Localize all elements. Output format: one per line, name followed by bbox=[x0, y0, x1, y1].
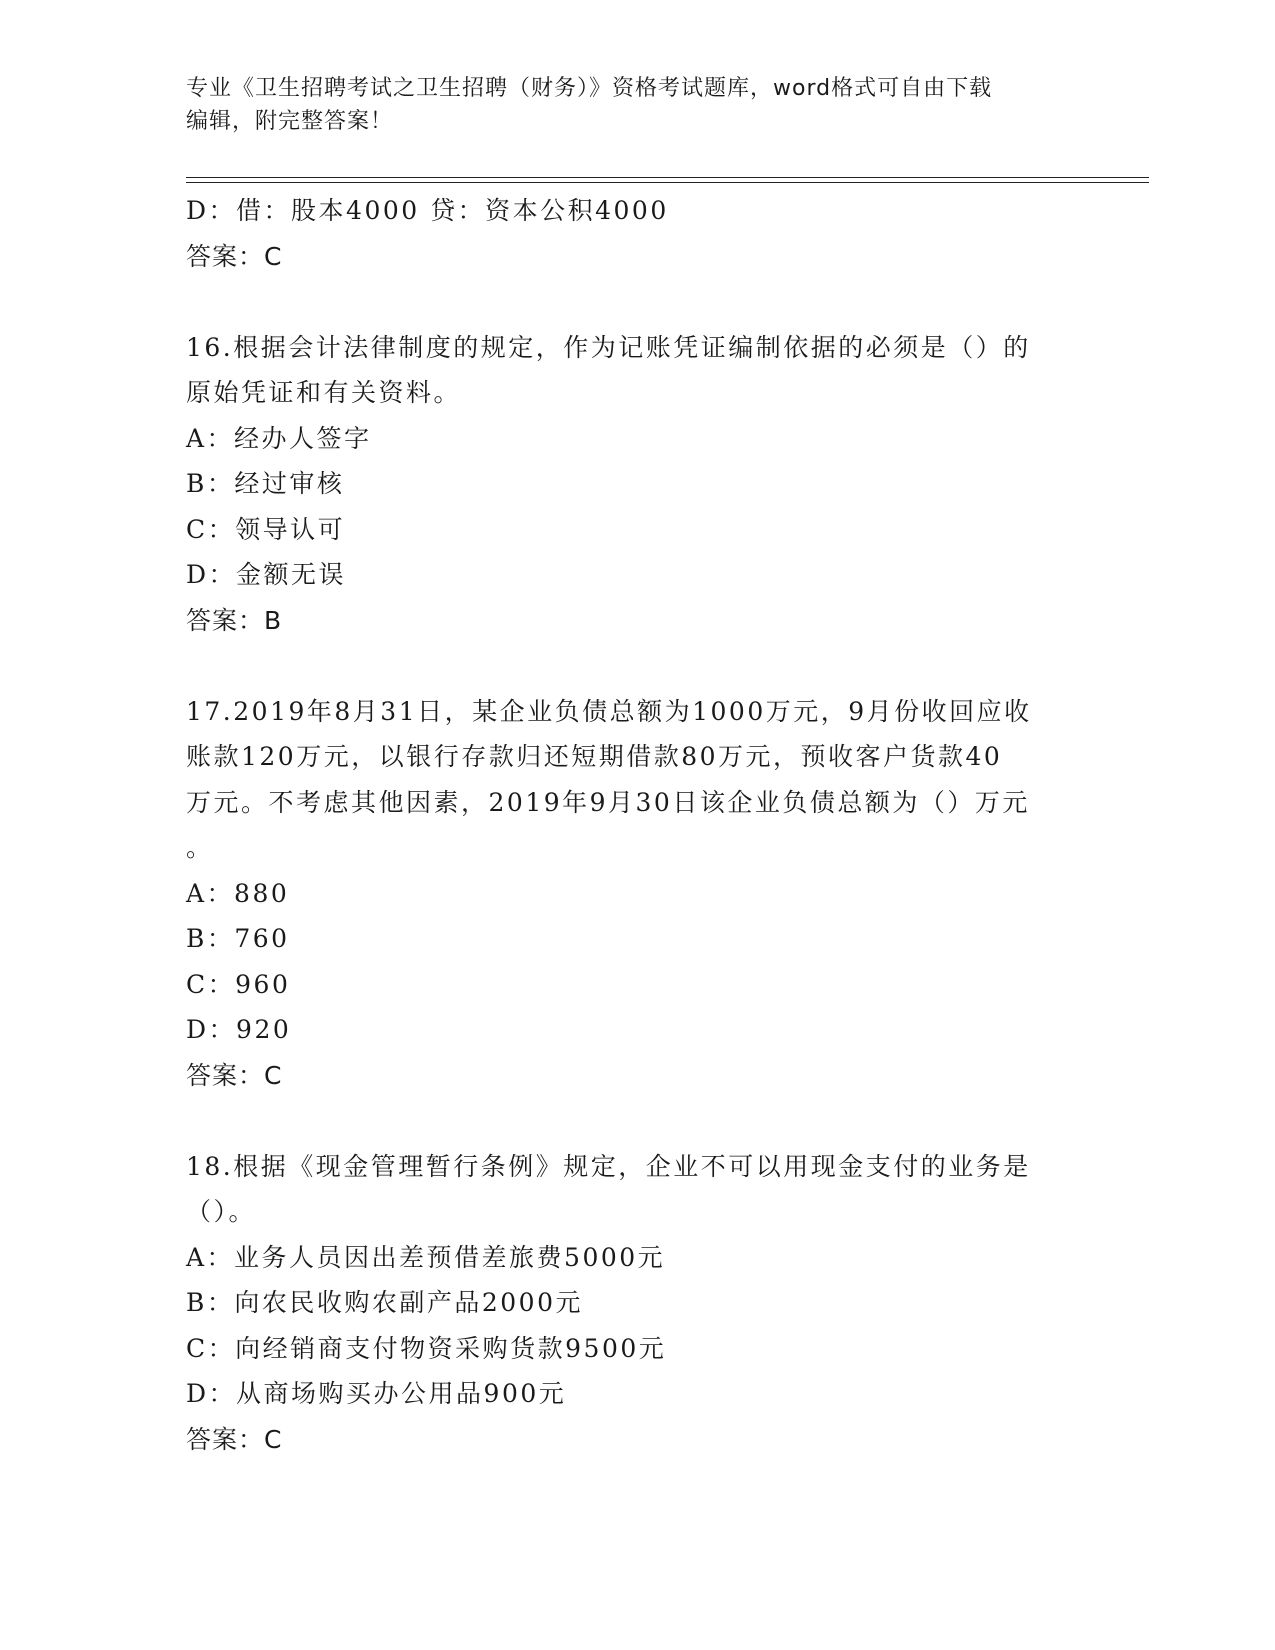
question-stem: 万元。不考虑其他因素，2019年9月30日该企业负债总额为（）万元 bbox=[186, 787, 1030, 817]
option-c: C：领导认可 bbox=[186, 514, 346, 544]
question-stem: 账款120万元，以银行存款归还短期借款80万元，预收客户货款40 bbox=[186, 742, 1003, 771]
option-b: B：760 bbox=[186, 924, 290, 953]
header-line-1: 专业《卫生招聘考试之卫生招聘（财务）》资格考试题库，word格式可自由下载 bbox=[186, 76, 993, 101]
option-b: B：向农民收购农副产品2000元 bbox=[186, 1288, 583, 1317]
answer: 答案：C bbox=[186, 241, 283, 271]
option-c: C：960 bbox=[186, 969, 291, 999]
question-stem: 18.根据《现金管理暂行条例》规定，企业不可以用现金支付的业务是 bbox=[186, 1151, 1031, 1181]
spacer bbox=[186, 643, 1086, 689]
spacer bbox=[186, 279, 1086, 325]
option-c: C：向经销商支付物资采购货款9500元 bbox=[186, 1333, 667, 1363]
option-a: A：经办人签字 bbox=[186, 423, 372, 453]
answer: 答案：B bbox=[186, 605, 283, 635]
option-d: D：920 bbox=[186, 1015, 292, 1044]
answer: 答案：C bbox=[186, 1060, 283, 1090]
option-b: B：经过审核 bbox=[186, 469, 345, 498]
option-d: D：金额无误 bbox=[186, 560, 347, 589]
document-header bbox=[186, 72, 1086, 138]
option-d: D：从商场购买办公用品900元 bbox=[186, 1379, 567, 1408]
question-stem: 。 bbox=[186, 833, 214, 862]
question-stem: 16.根据会计法律制度的规定，作为记账凭证编制依据的必须是（）的 bbox=[186, 332, 1031, 362]
option-a: A：880 bbox=[186, 878, 290, 908]
question-stem: 原始凭证和有关资料。 bbox=[186, 378, 462, 407]
header-divider-bottom bbox=[186, 182, 1149, 183]
spacer bbox=[186, 1098, 1086, 1144]
header-divider-top bbox=[186, 177, 1149, 178]
question-18 bbox=[186, 1144, 1086, 1463]
question-15-tail bbox=[186, 188, 1086, 279]
question-stem: 17.2019年8月31日，某企业负债总额为1000万元，9月份收回应收 bbox=[186, 696, 1032, 726]
question-17 bbox=[186, 689, 1086, 1099]
option-a: A：业务人员因出差预借差旅费5000元 bbox=[186, 1242, 666, 1272]
question-stem: （）。 bbox=[186, 1197, 257, 1226]
option-d: D：借：股本4000 贷：资本公积4000 bbox=[186, 196, 669, 225]
header-line-2: 编辑，附完整答案！ bbox=[186, 109, 394, 134]
answer: 答案：C bbox=[186, 1424, 283, 1454]
question-16 bbox=[186, 325, 1086, 644]
question-list bbox=[186, 188, 1086, 1462]
